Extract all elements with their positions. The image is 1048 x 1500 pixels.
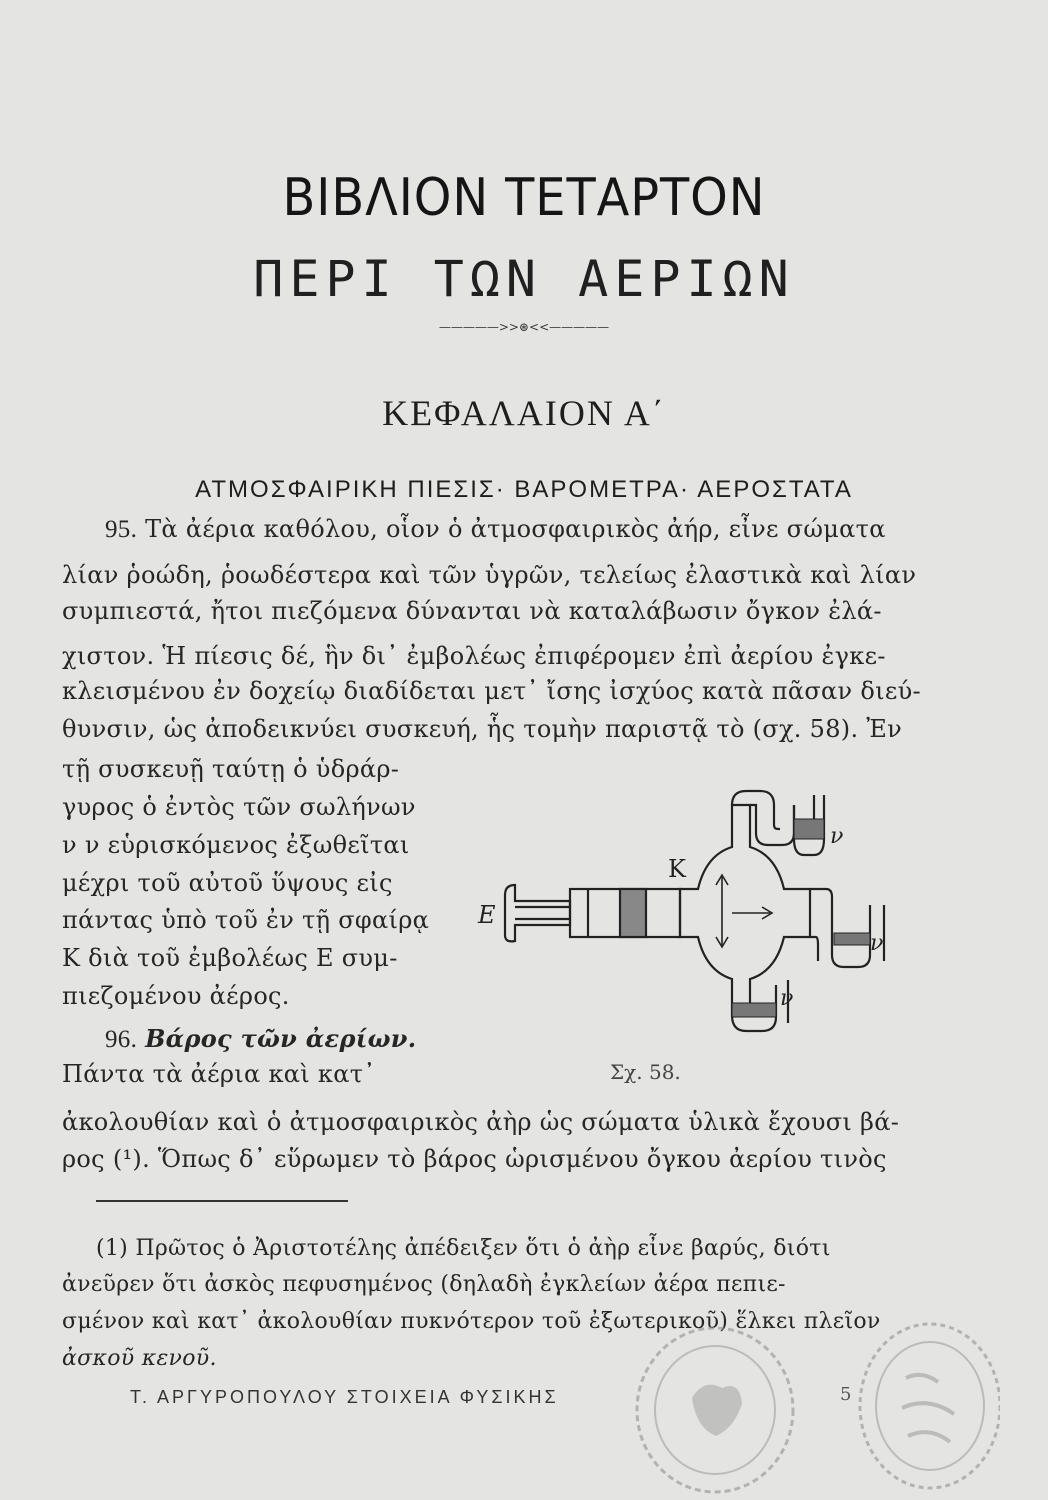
para95-narrow-line: ν ν εὑρισκόμενος ἐξωθεῖται (62, 831, 410, 859)
footnote-line: σμένον καὶ κατ᾽ ἀκολουθίαν πυκνότερον τοῦ ἐξωτερικοῦ) ἕλκει πλεῖον (62, 1309, 881, 1334)
label-nu-upper: ν (830, 824, 844, 849)
para96-line: ρος (¹). Ὅπως δ᾽ εὕρωμεν τὸ βάρος ὡρισμένου ὄγκου ἀερίου τινὸς (62, 1145, 887, 1173)
book-title: ΒΙΒΛΙΟΝ ΤΕΤΑΡΤΟΝ (282, 168, 766, 228)
library-stamp-right (850, 1318, 1000, 1500)
para96-number: 96. (105, 1026, 138, 1053)
para95-line: κλεισμένου ἐν δοχείῳ διαδίδεται μετ᾽ ἴσης ἰσχύος κατὰ πᾶσαν διεύ- (62, 677, 921, 705)
label-K: Κ (668, 855, 686, 883)
para95-first-line (105, 515, 886, 544)
plunger-handle (505, 885, 570, 941)
para96-heading-line (105, 1024, 416, 1054)
footnote-line: ἀσκοῦ κενοῦ. (62, 1346, 217, 1371)
apparatus-figure (470, 785, 890, 1045)
footnote-line: (1) Πρῶτος ὁ Ἀριστοτέλης ἀπέδειξεν ὅτι ὁ ἀὴρ εἶνε βαρύς, διότι (96, 1236, 831, 1261)
para95-narrow-line: μέχρι τοῦ αὐτοῦ ὕψους εἰς (62, 869, 393, 897)
label-nu-right: ν (870, 931, 884, 956)
mercury-lower (732, 1003, 776, 1017)
footnote-line: ἀνεῦρεν ὅτι ἀσκὸς πεφυσημένος (δηλαδὴ ἐγκλείων ἀέρα πεπιε- (62, 1272, 786, 1297)
ornament-divider: —————>>⊛<<————— (438, 320, 610, 334)
para95-line: χιστον. Ἡ πίεσις δέ, ἣν δι᾽ ἐμβολέως ἐπιφέρομεν ἐπὶ ἀερίου ἐγκε- (62, 642, 886, 670)
mercury-right (834, 933, 870, 945)
para96-line: ἀκολουθίαν καὶ ὁ ἀτμοσφαιρικὸς ἀὴρ ὡς σώματα ὑλικὰ ἔχουσι βά- (62, 1108, 900, 1136)
para96-narrow-line: Πάντα τὰ ἀέρια καὶ κατ᾽ (62, 1060, 376, 1088)
library-stamp-left (630, 1318, 800, 1498)
chapter-heading: ΚΕΦΑΛΑΙΟΝ Α΄ (382, 393, 666, 433)
para95-text: Τὰ ἀέρια καθόλου, οἷον ὁ ἀτμοσφαιρικὸς ἀήρ, εἶνε σώματα (145, 515, 886, 543)
para95-narrow-line: Κ διὰ τοῦ ἐμβολέως Ε συμ- (62, 944, 398, 972)
para96-title: Βάρος τῶν ἀερίων. (145, 1024, 417, 1053)
label-nu-lower: ν (780, 986, 794, 1011)
section-heading: ΑΤΜΟΣΦΑΙΡΙΚΗ ΠΙΕΣΙΣ· ΒΑΡΟΜΕΤΡΑ· ΑΕΡΟΣΤΑΤΑ (195, 476, 853, 503)
para95-narrow-line: γυρος ὁ ἐντὸς τῶν σωλήνων (62, 793, 416, 821)
figure-caption: Σχ. 58. (610, 1060, 681, 1084)
para95-line: θυνσιν, ὡς ἀποδεικνύει συσκευή, ἧς τομὴν παριστᾷ τὸ (σχ. 58). Ἐν (62, 715, 902, 743)
para95-narrow-line: τῇ συσκευῇ ταύτῃ ὁ ὑδράρ- (62, 755, 400, 783)
para95-narrow-line: πάντας ὑπὸ τοῦ ἐν τῇ σφαίρᾳ (62, 906, 430, 934)
mercury-upper (794, 819, 824, 839)
label-E: Ε (478, 901, 496, 929)
para95-narrow-line: πιεζομένου ἀέρος. (62, 982, 290, 1010)
para95-line: συμπιεστά, ἤτοι πιεζόμενα δύνανται νὰ καταλάβωσιν ὄγκον ἐλά- (62, 597, 882, 625)
book-subtitle: ΠΕΡΙ ΤΩΝ ΑΕΡΙΩΝ (253, 250, 795, 308)
footer-signature: Τ. ΑΡΓΥΡΟΠΟΥΛΟΥ ΣΤΟΙΧΕΙΑ ΦΥΣΙΚΗΣ (130, 1387, 559, 1407)
footnote-rule (96, 1200, 348, 1202)
para95-line: λίαν ῥοώδη, ῥοωδέστερα καὶ τῶν ὑγρῶν, τελείως ἐλαστικὰ καὶ λίαν (62, 561, 917, 589)
signature-mark: 5 (840, 1384, 852, 1405)
para95-number: 95. (105, 516, 138, 543)
